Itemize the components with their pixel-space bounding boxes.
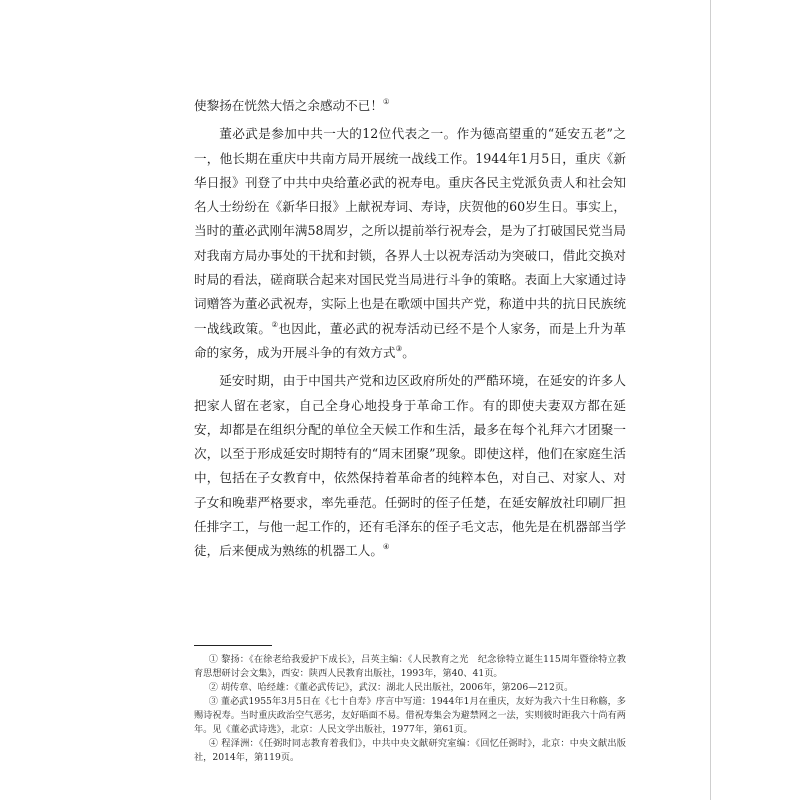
paragraph-0	[194, 94, 626, 118]
paragraph-2	[194, 369, 626, 563]
paragraph-1	[194, 122, 626, 365]
footnote-1: ① 黎扬：《在徐老给我爱护下成长》，吕英主编：《人民教育之光 纪念徐特立诞生115周年暨徐特立教育思想研讨会文集》，西安：陕西人民教育出版社，1993年，第40、41页。	[194, 654, 626, 679]
footnote-4: ④ 程泽洲：《任弼时同志教育着我们》，中共中央文献研究室编：《回忆任弼时》，北京：中央文献出版社，2014年，第119页。	[194, 738, 626, 763]
paragraph-2-text: 延安时期，由于中国共产党和边区政府所处的严酷环境，在延安的许多人把家人留在老家，自己全身心地投身于革命工作。有的即使夫妻双方都在延安，却都是在组织分配的单位全天候工作和生活，最多在每个礼拜六才团聚一次，以至于形成延安时期特有的“周末团聚”现象。即使这样，他们在家庭生活中，包括在子女教育中，依然保持着革命者的纯粹本色，对自己、对家人、对子女和晚辈严格要求，率先垂范。任弼时的侄子任楚，在延安解放社印刷厂担任排字工，与他一起工作的，还有毛泽东的侄子毛文志，他先是在机器部当学徒，后来便成为熟练的机器工人。	[194, 373, 626, 559]
page-edge-rule	[710, 0, 711, 800]
footnotes	[194, 653, 626, 765]
footnote-separator	[194, 645, 272, 646]
paragraph-1-text-c: 。	[402, 344, 415, 360]
footnote-ref-4: ④	[382, 542, 390, 552]
paragraph-1-text-b: 也因此，董必武的祝寿活动已经不是个人家务，而是上升为革命的家务，成为开展斗争的有效方式	[194, 320, 627, 360]
footnote-3: ③ 董必武1955年3月5日在《七十自寿》序言中写道：1944年1月在重庆，友好为我六十生日称觞，多赐诗祝寿。当时重庆政治空气恶劣，友好晤面不易。借祝寿集会为避禁网之一法，实则彼时距我六十尚有两年。见《董必武诗选》，北京：人民文学出版社，1977年，第61页。	[194, 696, 626, 735]
body-text	[194, 94, 626, 564]
footnote-2: ② 胡传章、哈经雄：《董必武传记》，武汉：湖北人民出版社，2006年，第206—212页。	[208, 682, 574, 693]
footnote-ref-2: ②	[271, 319, 279, 329]
paragraph-0-text: 使黎扬在恍然大悟之余感动不已！	[194, 98, 383, 113]
paragraph-1-text: 董必武是参加中共一大的12位代表之一。作为德高望重的“延安五老”之一，他长期在重庆中共南方局开展统一战线工作。1944年1月5日，重庆《新华日报》刊登了中共中央给董必武的祝寿电。重庆各民主党派负责人和社会知名人士纷纷在《新华日报》上献祝寿词、寿诗，庆贺他的60岁生日。事实上，当时的董必武刚年满58周岁，之所以提前举行祝寿会，是为了打破国民党当局对我南方局办事处的干扰和封锁，各界人士以祝寿活动为突破口，借此交换对时局的看法，磋商联合起来对国民党当局进行斗争的策略。表面上大家通过诗词赠答为董必武祝寿，实际上也是在歌颂中国共产党，称道中共的抗日民族统一战线政策。	[194, 126, 626, 336]
footnote-ref-1: ①	[382, 97, 390, 106]
footnote-ref-3: ③	[395, 343, 403, 353]
